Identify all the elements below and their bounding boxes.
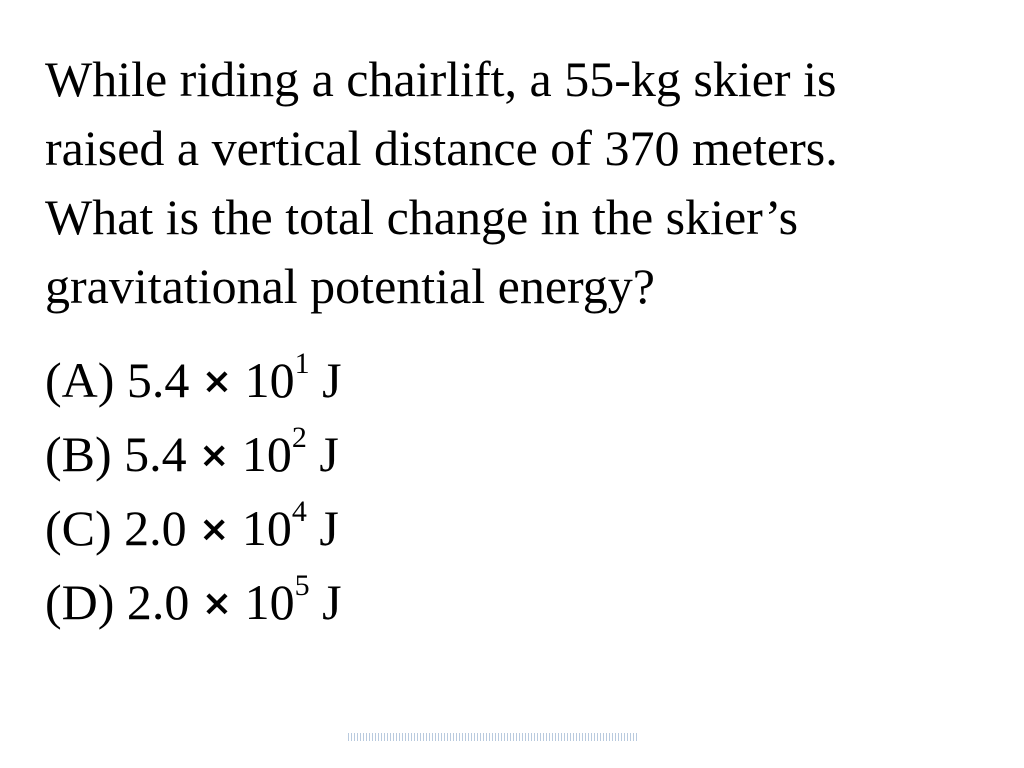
question-line-3: What is the total change in the skier’s bbox=[45, 189, 799, 245]
times-sign: × bbox=[199, 435, 230, 476]
choice-unit: J bbox=[322, 352, 342, 408]
choice-exponent: 1 bbox=[294, 347, 310, 381]
choice-unit: J bbox=[322, 574, 342, 630]
question-line-1: While riding a chairlift, a 55-kg skier is bbox=[45, 51, 837, 107]
choice-mantissa: 2.0 bbox=[124, 500, 187, 556]
choice-mantissa: 5.4 bbox=[126, 352, 190, 408]
answer-choices bbox=[45, 346, 342, 642]
question-text bbox=[45, 45, 995, 321]
choice-d[interactable] bbox=[45, 568, 342, 642]
footer-dotted-line bbox=[348, 733, 638, 741]
choice-mantissa: 2.0 bbox=[126, 574, 190, 630]
choice-base: 10 bbox=[241, 426, 292, 482]
choice-mantissa: 5.4 bbox=[124, 426, 187, 482]
times-sign: × bbox=[201, 361, 233, 402]
question-line-4: gravitational potential energy? bbox=[45, 258, 655, 314]
choice-unit: J bbox=[319, 500, 339, 556]
choice-base: 10 bbox=[241, 500, 292, 556]
choice-exponent: 4 bbox=[291, 495, 307, 529]
choice-a[interactable] bbox=[45, 346, 342, 420]
choice-exponent: 2 bbox=[291, 421, 307, 455]
choice-base: 10 bbox=[244, 574, 295, 630]
choice-letter: (B) bbox=[45, 426, 112, 482]
choice-letter: (A) bbox=[45, 352, 115, 408]
choice-letter: (C) bbox=[45, 500, 112, 556]
times-sign: × bbox=[201, 583, 233, 624]
question-line-2: raised a vertical distance of 370 meters. bbox=[45, 120, 838, 176]
choice-letter: (D) bbox=[45, 574, 115, 630]
choice-exponent: 5 bbox=[294, 569, 310, 603]
choice-unit: J bbox=[319, 426, 339, 482]
choice-c[interactable] bbox=[45, 494, 342, 568]
times-sign: × bbox=[199, 509, 230, 550]
choice-b[interactable] bbox=[45, 420, 342, 494]
choice-base: 10 bbox=[244, 352, 295, 408]
